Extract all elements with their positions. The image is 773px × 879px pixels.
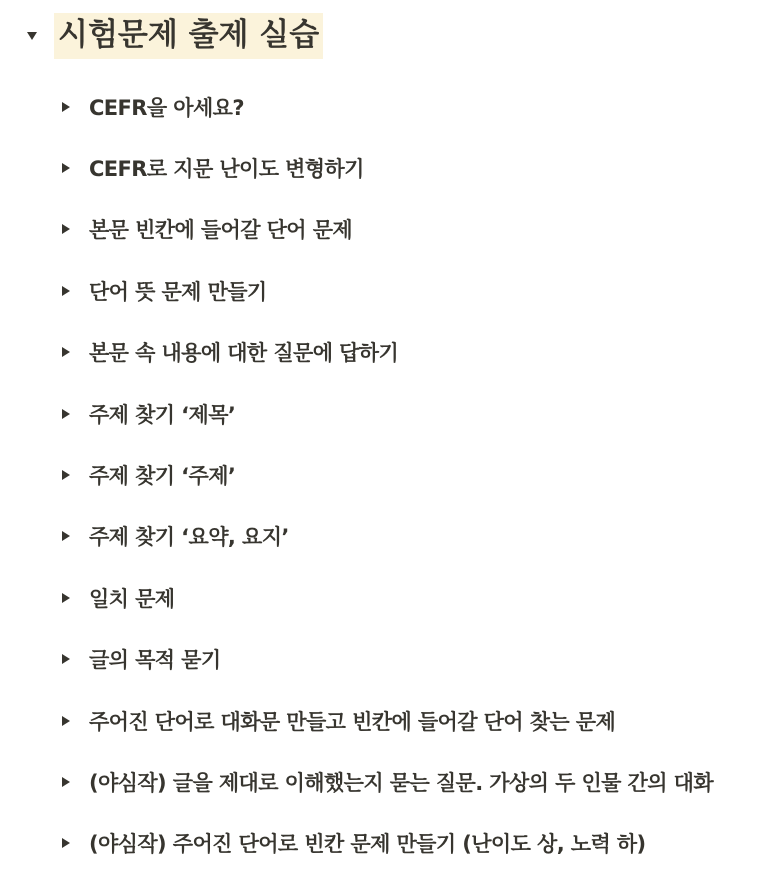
toggle-item[interactable] <box>56 260 713 321</box>
toggle-item[interactable] <box>56 690 713 751</box>
triangle-right-icon[interactable] <box>56 776 76 788</box>
triangle-right-icon[interactable] <box>56 101 76 113</box>
toggle-item[interactable] <box>56 567 713 628</box>
triangle-right-icon[interactable] <box>56 285 76 297</box>
toggle-item[interactable] <box>56 199 713 260</box>
triangle-down-icon[interactable] <box>22 31 42 41</box>
triangle-right-icon[interactable] <box>56 653 76 665</box>
triangle-right-icon[interactable] <box>56 592 76 604</box>
toggle-item-label[interactable]: CEFR을 아세요? <box>89 95 244 120</box>
toggle-item[interactable] <box>56 813 713 874</box>
toggle-item[interactable] <box>56 137 713 198</box>
toggle-item-label[interactable]: 본문 속 내용에 대한 질문에 답하기 <box>89 341 399 366</box>
triangle-right-icon[interactable] <box>56 346 76 358</box>
toggle-item-label[interactable]: (야심작) 글을 제대로 이해했는지 묻는 질문. 가상의 두 인물 간의 대화 <box>89 770 714 795</box>
toggle-item-label[interactable]: (야심작) 주어진 단어로 빈칸 문제 만들기 (난이도 상, 노력 하) <box>89 832 646 857</box>
toggle-item-label[interactable]: 글의 목적 묻기 <box>89 648 221 673</box>
triangle-right-icon[interactable] <box>56 469 76 481</box>
toggle-item[interactable] <box>56 629 713 690</box>
toggle-item-label[interactable]: 주어진 단어로 대화문 만들고 빈칸에 들어갈 단어 찾는 문제 <box>89 709 616 734</box>
toggle-item-label[interactable]: 일치 문제 <box>89 586 175 611</box>
toggle-item[interactable] <box>56 76 713 137</box>
triangle-right-icon[interactable] <box>56 715 76 727</box>
toggle-item[interactable] <box>56 444 713 505</box>
toggle-item[interactable] <box>56 506 713 567</box>
triangle-right-icon[interactable] <box>56 162 76 174</box>
toggle-item-label[interactable]: 주제 찾기 ‘제목’ <box>89 402 236 427</box>
toggle-item[interactable] <box>56 383 713 444</box>
toggle-item[interactable] <box>56 322 713 383</box>
triangle-right-icon[interactable] <box>56 837 76 849</box>
toggle-heading <box>22 12 323 60</box>
toggle-item-label[interactable]: CEFR로 지문 난이도 변형하기 <box>89 157 364 182</box>
page-section-title[interactable]: 시험문제 출제 실습 <box>54 13 323 59</box>
toggle-item-label[interactable]: 주제 찾기 ‘요약, 요지’ <box>89 525 289 550</box>
triangle-right-icon[interactable] <box>56 408 76 420</box>
toggle-item-label[interactable]: 본문 빈칸에 들어갈 단어 문제 <box>89 218 353 243</box>
triangle-right-icon[interactable] <box>56 530 76 542</box>
triangle-right-icon[interactable] <box>56 223 76 235</box>
toggle-list <box>56 76 713 874</box>
toggle-item-label[interactable]: 단어 뜻 문제 만들기 <box>89 279 267 304</box>
toggle-item[interactable] <box>56 751 713 812</box>
toggle-item-label[interactable]: 주제 찾기 ‘주제’ <box>89 464 236 489</box>
